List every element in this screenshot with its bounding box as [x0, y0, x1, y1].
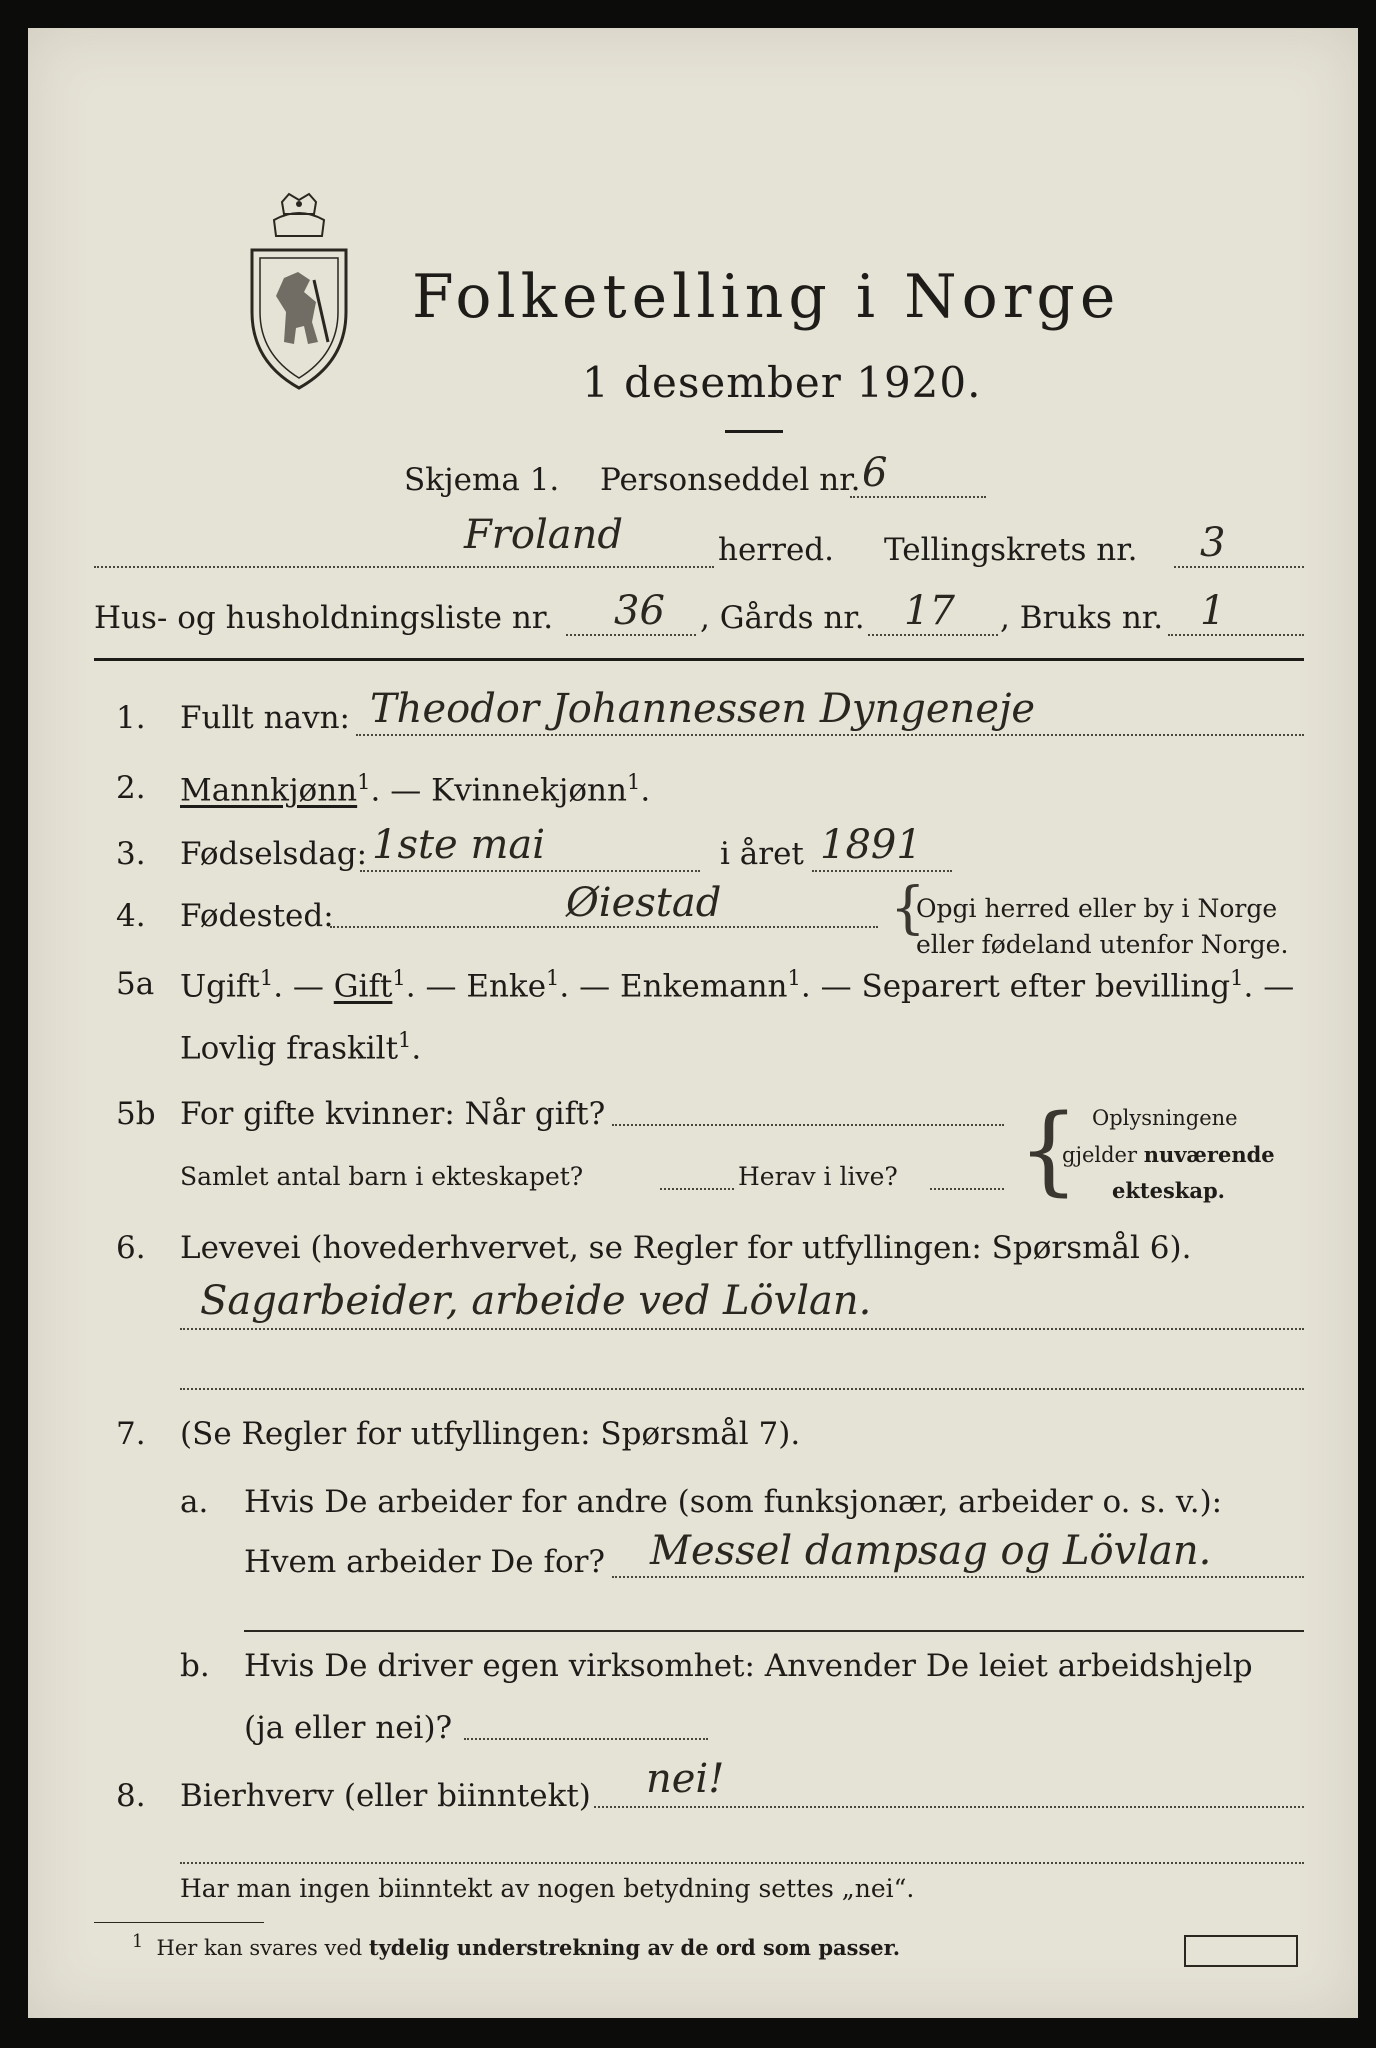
- q5a-separert[interactable]: Separert efter bevilling: [861, 968, 1231, 1005]
- q5b-gift-line: [612, 1124, 1004, 1126]
- q1-number: 1.: [116, 700, 146, 736]
- q5a-enkemann[interactable]: Enkemann: [619, 968, 788, 1005]
- q3-year-line: [812, 870, 952, 872]
- herred-line: [94, 566, 714, 568]
- gards-line: [868, 634, 998, 636]
- gards-label: , Gårds nr.: [700, 600, 865, 636]
- q8-line-1: [594, 1806, 1304, 1808]
- q5b-barn-label: Samlet antal barn i ekteskapet?: [180, 1162, 584, 1191]
- q7b-label: Hvis De driver egen virksomhet: Anvender De leiet arbeidshjelp: [244, 1648, 1253, 1684]
- q7-number: 7.: [116, 1416, 146, 1452]
- q4-note-1: Opgi herred eller by i Norge: [916, 894, 1278, 923]
- personseddel-line: [850, 496, 986, 498]
- bruks-value[interactable]: 1: [1200, 588, 1226, 634]
- q3-line: [360, 870, 700, 872]
- printer-stamp: [1184, 1935, 1298, 1967]
- q8-number: 8.: [116, 1778, 146, 1814]
- q8-label: Bierhverv (eller biinntekt): [180, 1778, 591, 1814]
- tellingskrets-label: Tellingskrets nr.: [884, 532, 1138, 568]
- personseddel-value[interactable]: 6: [862, 450, 888, 496]
- bruks-line: [1168, 634, 1304, 636]
- q8-value[interactable]: nei!: [646, 1756, 725, 1802]
- q6-number: 6.: [116, 1230, 146, 1266]
- q5b-live-line: [930, 1188, 1004, 1190]
- footnote: $^1$ Her kan svares ved tydelig understrekning av de ord som passer.: [132, 1932, 901, 1960]
- q5a-number: 5a: [116, 966, 155, 1002]
- q2-male[interactable]: Mannkjønn: [180, 772, 358, 809]
- q3-year-label: i året: [720, 836, 804, 872]
- q7a-line-2: [244, 1630, 1304, 1632]
- q5b-note-3: ekteskap.: [1112, 1178, 1225, 1203]
- q6-line-2: [180, 1388, 1304, 1390]
- q5b-note-2: gjelder nuværende: [1062, 1142, 1275, 1167]
- q7a-question: Hvem arbeider De for?: [244, 1544, 606, 1580]
- herred-label: herred.: [718, 532, 834, 568]
- bruks-label: , Bruks nr.: [1000, 600, 1164, 636]
- footer-note: Har man ingen biinntekt av nogen betydning settes „nei“.: [180, 1874, 915, 1903]
- form-title: Folketelling i Norge: [412, 262, 1121, 332]
- q7b-question: (ja eller nei)?: [244, 1710, 453, 1746]
- q2-female[interactable]: Kvinnekjønn: [431, 772, 627, 809]
- q7b-number: b.: [180, 1648, 210, 1684]
- q3-value[interactable]: 1ste mai: [372, 822, 546, 868]
- q5b-live-label: Herav i live?: [738, 1162, 898, 1191]
- q5b-label: For gifte kvinner: Når gift?: [180, 1096, 606, 1132]
- q1-value[interactable]: Theodor Johannessen Dyngeneje: [370, 686, 1036, 732]
- footnote-rule: [94, 1922, 264, 1923]
- q5a-fraskilt-line: Lovlig fraskilt$^1$.: [180, 1028, 422, 1067]
- q4-value[interactable]: Øiestad: [566, 880, 722, 926]
- form-date: 1 desember 1920.: [582, 358, 982, 407]
- q7a-line-1: [612, 1576, 1304, 1578]
- q6-value[interactable]: Sagarbeider, arbeide ved Lövlan.: [200, 1278, 872, 1324]
- gards-value[interactable]: 17: [904, 588, 955, 634]
- q5b-number: 5b: [116, 1096, 156, 1132]
- herred-value[interactable]: Froland: [464, 512, 623, 558]
- q6-line-1: [180, 1328, 1304, 1330]
- q7a-number: a.: [180, 1484, 209, 1520]
- q5a-enke[interactable]: Enke: [466, 968, 547, 1005]
- q5a-ugift[interactable]: Ugift: [180, 968, 260, 1005]
- q5b-note-1: Oplysningene: [1092, 1106, 1238, 1130]
- q3-number: 3.: [116, 836, 146, 872]
- q5a-fraskilt[interactable]: Lovlig fraskilt: [180, 1030, 399, 1067]
- q5a-options: Ugift$^1$. — Gift$^1$. — Enke$^1$. — Enkemann$^1$. — Separert efter bevilling$^1$. —: [180, 966, 1295, 1005]
- q4-label: Fødested:: [180, 898, 334, 934]
- personseddel-label: Personseddel nr.: [600, 462, 861, 498]
- title-rule: [725, 430, 783, 433]
- q7a-value[interactable]: Messel dampsag og Lövlan.: [650, 1528, 1212, 1574]
- skjema-label: Skjema 1.: [404, 462, 560, 498]
- q4-brace: {: [890, 876, 926, 941]
- q5a-gift[interactable]: Gift: [333, 968, 393, 1005]
- q3-year-value[interactable]: 1891: [820, 822, 922, 868]
- q5b-brace: {: [1018, 1094, 1080, 1206]
- q8-line-2: [180, 1862, 1304, 1864]
- q7a-label: Hvis De arbeider for andre (som funksjonær, arbeider o. s. v.):: [244, 1484, 1223, 1520]
- hus-label: Hus- og husholdningsliste nr.: [94, 600, 554, 636]
- q2-options: Mannkjønn$^1$. — Kvinnekjønn$^1$.: [180, 770, 651, 809]
- q1-label: Fullt navn:: [180, 700, 350, 736]
- q6-label: Levevei (hovederhvervet, se Regler for utfyllingen: Spørsmål 6).: [180, 1230, 1192, 1266]
- q2-number: 2.: [116, 770, 146, 806]
- q7-label: (Se Regler for utfyllingen: Spørsmål 7).: [180, 1416, 801, 1452]
- q4-line: [330, 926, 878, 928]
- q4-number: 4.: [116, 898, 146, 934]
- tellingskrets-line: [1174, 566, 1304, 568]
- coat-of-arms-icon: [244, 192, 354, 392]
- header-divider: [94, 658, 1304, 661]
- q5b-barn-line: [660, 1188, 734, 1190]
- q3-label: Fødselsdag:: [180, 836, 368, 872]
- tellingskrets-value[interactable]: 3: [1200, 520, 1226, 566]
- q7b-line: [464, 1738, 708, 1740]
- q1-line: [356, 734, 1304, 736]
- hus-value[interactable]: 36: [614, 588, 665, 634]
- q4-note-2: eller fødeland utenfor Norge.: [916, 930, 1289, 959]
- hus-line: [566, 634, 696, 636]
